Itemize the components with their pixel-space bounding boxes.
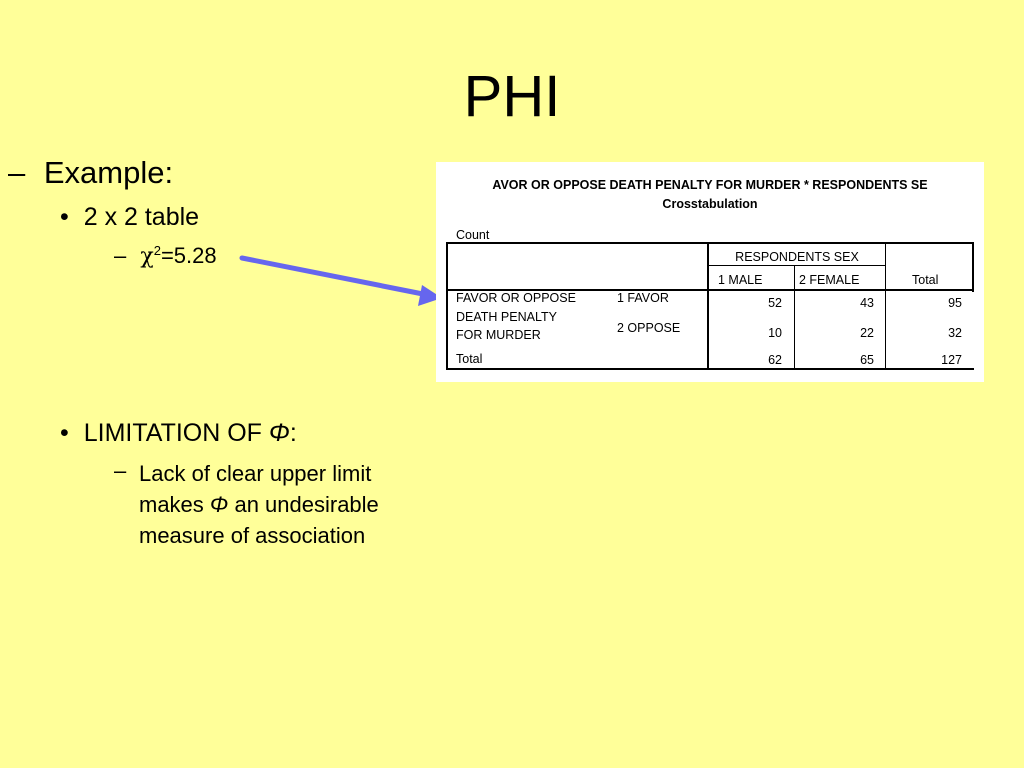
crosstab-title: AVOR OR OPPOSE DEATH PENALTY FOR MURDER * RESPONDENTS SE — [492, 178, 928, 192]
bullet-marker: • — [60, 203, 69, 231]
limitation-prefix: LIMITATION OF — [83, 419, 269, 447]
female-total-divider — [885, 242, 886, 368]
table-right-border — [972, 242, 974, 292]
col-header-total: Total — [912, 273, 939, 287]
cell-favor-total: 95 — [948, 296, 962, 310]
slide-title: PHI — [463, 64, 561, 129]
row-favor-label: 1 FAVOR — [617, 291, 669, 305]
arrow-shaft — [242, 258, 428, 295]
group-header: RESPONDENTS SEX — [735, 250, 859, 264]
dash-marker: – — [8, 155, 26, 190]
row-total-label: Total — [456, 352, 483, 366]
table-bullet-text: 2 x 2 table — [83, 203, 200, 231]
row-variable-line1: FAVOR OR OPPOSE — [456, 291, 576, 305]
lack-suffix: an undesirable measure of association — [139, 492, 379, 548]
chi-exponent: 2 — [153, 243, 161, 258]
cell-oppose-total: 32 — [948, 326, 962, 340]
row-variable-line2: DEATH PENALTY — [456, 310, 557, 324]
limitation-suffix: : — [289, 419, 297, 447]
chi-symbol: χ — [140, 244, 154, 269]
cell-total-total: 127 — [941, 353, 962, 367]
cell-favor-male: 52 — [768, 296, 782, 310]
lack-prefix: Lack of clear upper limit makes — [139, 461, 372, 517]
row-variable-line3: FOR MURDER — [456, 328, 541, 342]
count-label: Count — [456, 228, 490, 242]
cell-favor-female: 43 — [860, 296, 874, 310]
col-header-female: 2 FEMALE — [799, 273, 860, 287]
example-label: Example: — [43, 155, 174, 190]
table-left-border — [446, 242, 448, 370]
row-oppose-label: 2 OPPOSE — [617, 321, 681, 335]
phi-symbol: Φ — [209, 492, 229, 517]
bullet-marker: • — [60, 419, 69, 447]
cell-total-female: 65 — [860, 353, 874, 367]
phi-symbol: Φ — [268, 419, 290, 447]
chi-value: =5.28 — [160, 243, 217, 268]
table-top-border — [446, 242, 974, 244]
cell-total-male: 62 — [768, 353, 782, 367]
dash-marker: – — [114, 458, 127, 483]
crosstab-subtitle: Crosstabulation — [662, 197, 758, 211]
col-header-male: 1 MALE — [718, 273, 763, 287]
male-female-divider — [794, 266, 795, 368]
dash-marker: – — [114, 243, 127, 268]
cell-oppose-male: 10 — [768, 326, 782, 340]
crosstab-table-image — [436, 162, 984, 382]
group-header-underline — [708, 265, 886, 266]
table-bottom-border — [446, 368, 974, 370]
cell-oppose-female: 22 — [860, 326, 874, 340]
